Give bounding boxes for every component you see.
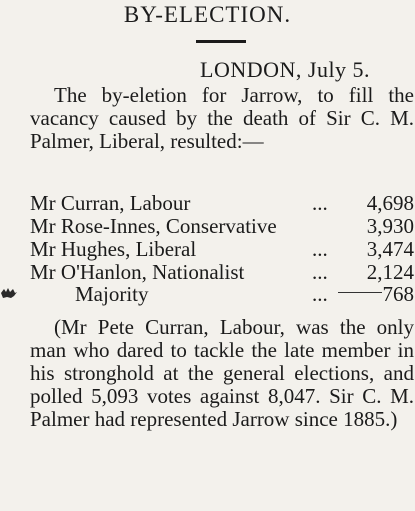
majority-label: Majority: [75, 282, 149, 306]
majority-row: [75, 282, 414, 306]
vote-count: 2,124: [366, 260, 414, 284]
dateline: LONDON, July 5.: [200, 57, 371, 82]
footnote-paragraph: (Mr Pete Curran, Labour, was the only man who dared to tackle the late member in his stronghold at the general elections, and polled 5,093 votes against 8,047. Sir C. M. Palmer had represented Jarrow since 1885.): [30, 315, 414, 431]
candidate-name: Mr Rose-Innes, Conservative: [30, 214, 277, 238]
candidate-name: Mr Hughes, Liberal: [30, 237, 197, 261]
result-row: [30, 238, 414, 261]
majority-votes: 768: [382, 282, 414, 306]
leader-dots: ...: [312, 260, 328, 284]
vote-count: 3,474: [366, 237, 414, 261]
leader-dots: ...: [312, 282, 328, 306]
vote-count: 3,930: [366, 214, 414, 238]
vote-count: 4,698: [366, 191, 414, 215]
result-row: [30, 261, 414, 284]
intro-paragraph: The by-eletion for Jarrow, to fill the vacancy caused by the death of Sir C. M. Palmer, Liberal, resulted:—: [30, 83, 414, 153]
candidate-name: Mr O'Hanlon, Nationalist: [30, 260, 245, 284]
result-row: [30, 215, 414, 238]
result-row: [30, 192, 414, 215]
candidate-name: Mr Curran, Labour: [30, 191, 191, 215]
headline: BY-ELECTION.: [123, 2, 292, 27]
results-table: [30, 192, 414, 284]
leader-dots: ...: [312, 237, 328, 261]
ink-blot-icon: [0, 287, 18, 299]
headline-rule: [196, 40, 246, 43]
leader-dots: ...: [312, 191, 328, 215]
